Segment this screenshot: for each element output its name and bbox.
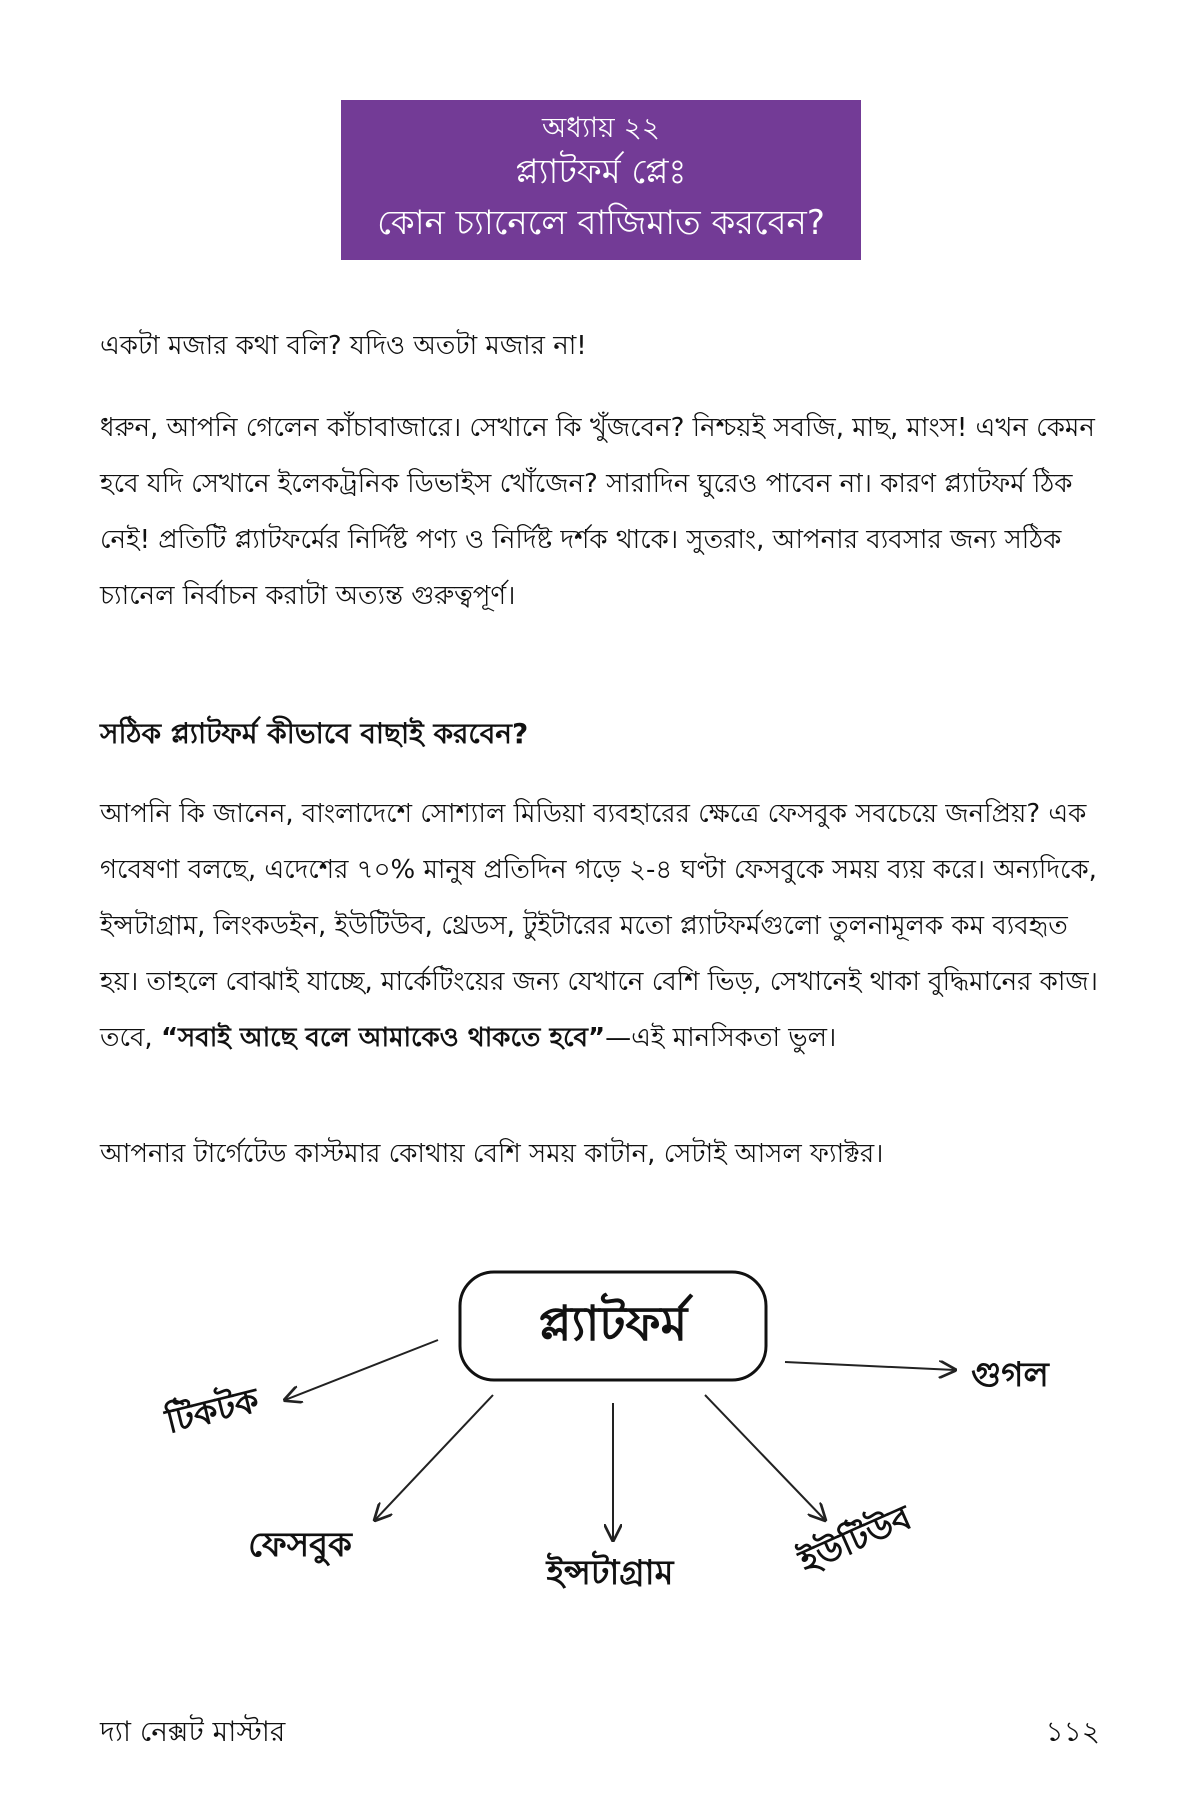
label-google: গুগল [971,1355,1049,1395]
body-paragraph-2 [100,786,1100,1066]
label-tiktok: টিকটক [161,1380,263,1443]
body-paragraph-1: ধরুন, আপনি গেলেন কাঁচাবাজারে। সেখানে কি খুঁজবেন? নিশ্চয়ই সবজি, মাছ, মাংস! এখন কেমন হবে যদি সেখানে ইলেকট্রনিক ডিভাইস খোঁজেন? সারাদিন ঘুরেও পাবেন না। কারণ প্ল্যাটফর্ম ঠিক নেই! প্রতিটি প্ল্যাটফর্মের নির্দিষ্ট পণ্য ও নির্দিষ্ট দর্শক থাকে। সুতরাং, আপনার ব্যবসার জন্য সঠিক চ্যানেল নির্বাচন করাটা অত্যন্ত গুরুত্বপূর্ণ। [100,413,1095,611]
body-paragraph-2-tail: —এই মানসিকতা ভুল। [605,1023,837,1053]
chapter-header [341,100,861,260]
arrow-to-tiktok [285,1340,438,1400]
body-paragraph-2-text: আপনি কি জানেন, বাংলাদেশে সোশ্যাল মিডিয়া ব্যবহারের ক্ষেত্রে ফেসবুক সবচেয়ে জনপ্রিয়? এক গবেষণা বলছে, এদেশের ৭০% মানুষ প্রতিদিন গড়ে ২-৪ ঘণ্টা ফেসবুকে সময় ব্যয় করে। অন্যদিকে, ইন্সটাগ্রাম, লিংকডইন, ইউটিউব, থ্রেডস, টুইটারের মতো প্ল্যাটফর্মগুলো তুলনামূলক কম ব্যবহৃত হয়। তাহলে বোঝাই যাচ্ছে, মার্কেটিংয়ের জন্য যেখানে বেশি ভিড়, সেখানেই থাকা বুদ্ধিমানের কাজ। তবে, [100,799,1098,1053]
chapter-title-line1: প্ল্যাটফর্ম প্লেঃ [515,152,687,192]
section-heading: সঠিক প্ল্যাটফর্ম কীভাবে বাছাই করবেন? [100,717,529,750]
platform-diagram [0,1240,1200,1640]
intro-paragraph: একটা মজার কথা বলি? যদিও অতটা মজার না! [100,331,587,361]
label-facebook: ফেসবুক [248,1525,352,1565]
arrow-to-facebook [375,1395,493,1520]
chapter-number: অধ্যায় ২২ [542,111,660,144]
chapter-title-line2: কোন চ্যানেলে বাজিমাত করবেন? [377,203,825,243]
body-paragraph-3: আপনার টার্গেটেড কাস্টমার কোথায় বেশি সময় কাটান, সেটাই আসল ফ্যাক্টর। [100,1139,884,1169]
arrow-to-google [785,1362,955,1370]
center-node-label: প্ল্যাটফর্ম [538,1296,688,1352]
arrow-to-youtube [705,1395,825,1520]
label-youtube: ইউটিউব [793,1497,918,1583]
footer-book-title: দ্যা নেক্সট মাস্টার [100,1715,286,1748]
label-instagram: ইন্সটাগ্রাম [546,1553,674,1593]
footer-page-number: ১১২ [1045,1715,1100,1748]
body-paragraph-2-quote: “সবাই আছে বলে আমাকেও থাকতে হবে” [160,1023,606,1053]
